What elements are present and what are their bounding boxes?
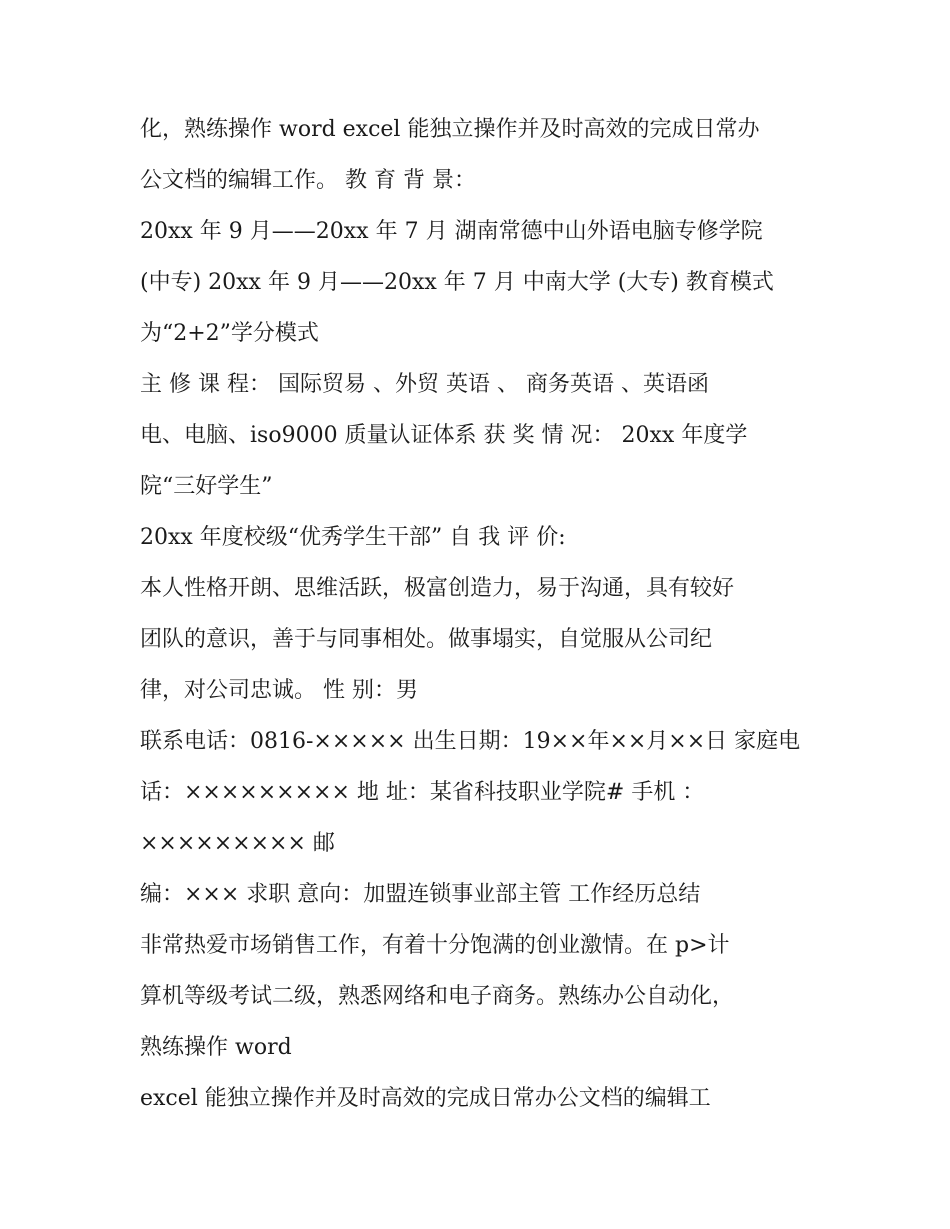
text-line: 20xx 年 9 月——20xx 年 7 月 湖南常德中山外语电脑专修学院: [140, 219, 763, 244]
text-line: 团队的意识，善于与同事相处。做事塌实，自觉服从公司纪: [140, 627, 713, 652]
text-line: 联系电话：0816-××××× 出生日期：19××年××月××日 家庭电: [140, 729, 801, 754]
text-line: excel 能独立操作并及时高效的完成日常办公文档的编辑工: [140, 1086, 711, 1111]
text-line: (中专) 20xx 年 9 月——20xx 年 7 月 中南大学 (大专) 教育模式: [140, 270, 774, 295]
text-line: 电、电脑、iso9000 质量认证体系 获 奖 情 况： 20xx 年度学: [140, 423, 748, 448]
text-line: 20xx 年度校级“优秀学生干部” 自 我 评 价:: [140, 525, 566, 550]
document-body: [140, 104, 840, 1124]
text-line: ××××××××× 邮: [140, 831, 335, 856]
text-line: 编：××× 求职 意向：加盟连锁事业部主管 工作经历总结: [140, 882, 701, 907]
text-line: 主 修 课 程： 国际贸易 、外贸 英语 、 商务英语 、英语函: [140, 372, 709, 397]
text-line: 非常热爱市场销售工作，有着十分饱满的创业激情。在 p>计: [140, 933, 730, 958]
text-line: 算机等级考试二级，熟悉网络和电子商务。熟练办公自动化，: [140, 984, 735, 1009]
text-line: 熟练操作 word: [140, 1035, 292, 1060]
text-line: 院“三好学生”: [140, 474, 273, 499]
text-line: 话：××××××××× 地 址：某省科技职业学院# 手机 ：: [140, 780, 705, 805]
text-line: 本人性格开朗、思维活跃，极富创造力，易于沟通，具有较好: [140, 576, 735, 601]
text-line: 公文档的编辑工作。 教 育 背 景：: [140, 168, 476, 193]
text-line: 化，熟练操作 word excel 能独立操作并及时高效的完成日常办: [140, 117, 760, 142]
text-line: 律，对公司忠诚。 性 别：男: [140, 678, 418, 703]
text-line: 为“2+2”学分模式: [140, 321, 319, 346]
